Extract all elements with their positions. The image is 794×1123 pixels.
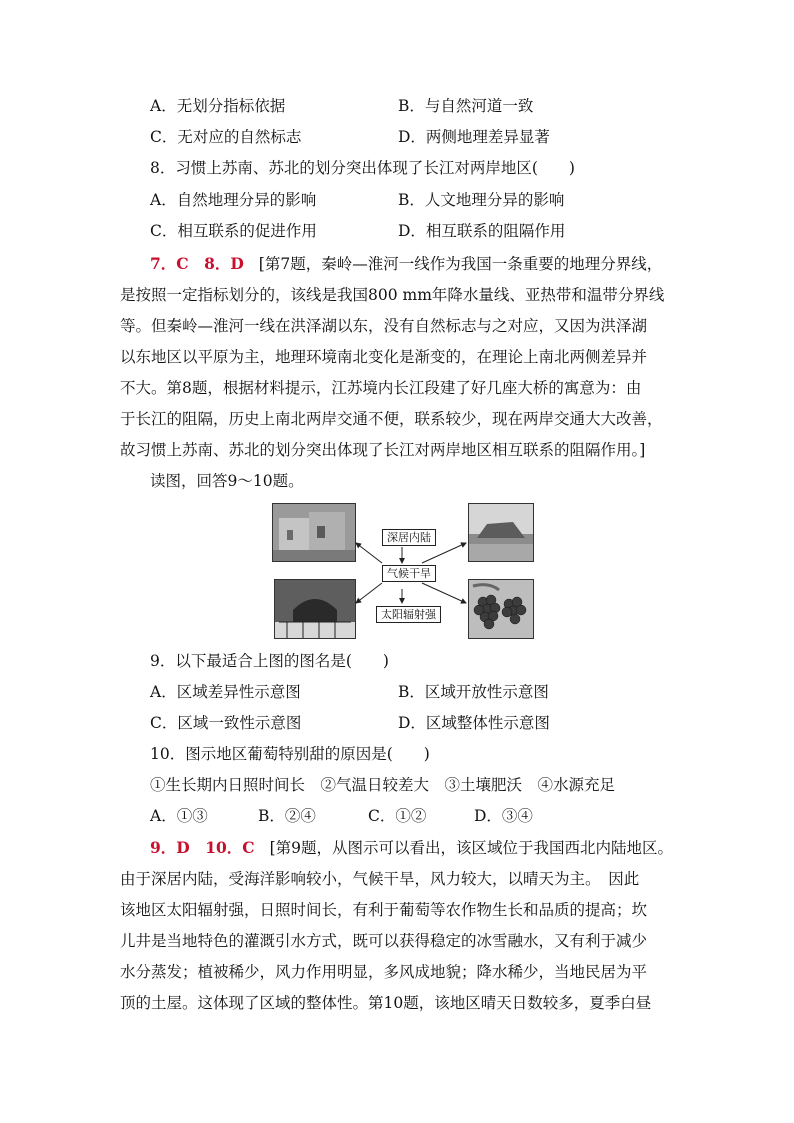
region-diagram [272, 503, 532, 637]
explanation-9-10-line1 [150, 838, 673, 858]
q9-option-c: C．区域一致性示意图 [150, 714, 302, 732]
q8-option-a: A．自然地理分异的影响 [150, 191, 317, 209]
explanation-7-8-line3: 等。但秦岭—淮河一线在洪泽湖以东，没有自然标志与之对应，又因为洪泽湖 [120, 317, 648, 335]
explanation-7-8-line4: 以东地区以平原为主，地理环境南北变化是渐变的，在理论上南北两侧差异并 [120, 348, 648, 366]
explanation-9-10-line5: 水分蒸发；植被稀少，风力作用明显，多风成地貌；降水稀少，当地民居为平 [120, 963, 648, 981]
q9-option-a: A．区域差异性示意图 [150, 683, 301, 701]
q7-option-c: C．无对应的自然标志 [150, 128, 302, 146]
label-arid-climate: 气候干旱 [382, 565, 436, 582]
q7-option-a: A．无划分指标依据 [150, 97, 286, 115]
explanation-7-8-line5: 不大。第8题，根据材料提示，江苏境内长江段建了好几座大桥的寓意为：由 [120, 379, 642, 397]
answers-7-8: 7．C 8．D [150, 254, 244, 273]
q10-option-b: B．②④ [258, 807, 316, 825]
answers-9-10: 9．D 10．C [150, 838, 255, 857]
explanation-7-8-text1: [第7题，秦岭—淮河一线作为我国一条重要的地理分界线， [258, 255, 663, 273]
q9-option-d: D．区域整体性示意图 [398, 714, 550, 732]
q10-option-c: C．①② [368, 807, 427, 825]
prompt-9-10: 读图，回答9～10题。 [150, 472, 304, 490]
q7-option-d: D．两侧地理差异显著 [398, 128, 550, 146]
explanation-9-10-line3: 该地区太阳辐射强，日照时间长，有利于葡萄等农作物生长和品质的提高；坎 [120, 901, 648, 919]
explanation-9-10-text1: [第9题，从图示可以看出，该区域位于我国西北内陆地区。 [269, 839, 673, 857]
label-inland: 深居内陆 [382, 529, 436, 546]
explanation-9-10-line2: 由于深居内陆，受海洋影响较小，气候干旱，风力较大，以晴天为主。 因此 [120, 870, 640, 888]
q9-stem: 9．以下最适合上图的图名是( ) [150, 652, 389, 670]
explanation-7-8-line1 [150, 254, 662, 274]
explanation-9-10-line6: 顶的土屋。这体现了区域的整体性。第10题，该地区晴天日数较多，夏季白昼 [120, 994, 652, 1012]
explanation-9-10-line4: 儿井是当地特色的灌溉引水方式，既可以获得稳定的冰雪融水，又有利于减少 [120, 932, 648, 950]
explanation-7-8-line7: 故习惯上苏南、苏北的划分突出体现了长江对两岸地区相互联系的阻隔作用。] [120, 441, 646, 459]
q8-option-d: D．相互联系的阻隔作用 [398, 222, 566, 240]
q10-option-d: D．③④ [474, 807, 533, 825]
q8-stem: 8．习惯上苏南、苏北的划分突出体现了长江对两岸地区( ) [150, 159, 575, 177]
q10-items: ①生长期内日照时间长 ②气温日较差大 ③土壤肥沃 ④水源充足 [150, 776, 616, 794]
q9-option-b: B．区域开放性示意图 [398, 683, 549, 701]
label-strong-radiation: 太阳辐射强 [376, 606, 441, 623]
q10-stem: 10．图示地区葡萄特别甜的原因是( ) [150, 745, 430, 763]
q8-option-b: B．人文地理分异的影响 [398, 191, 565, 209]
q8-option-c: C．相互联系的促进作用 [150, 222, 317, 240]
explanation-7-8-line2: 是按照一定指标划分的，该线是我国800 mm年降水量线、亚热带和温带分界线 [120, 286, 665, 304]
q10-option-a: A．①③ [150, 807, 208, 825]
q7-option-b: B．与自然河道一致 [398, 97, 534, 115]
explanation-7-8-line6: 于长江的阻隔，历史上南北两岸交通不便，联系较少，现在两岸交通大大改善， [120, 410, 663, 428]
